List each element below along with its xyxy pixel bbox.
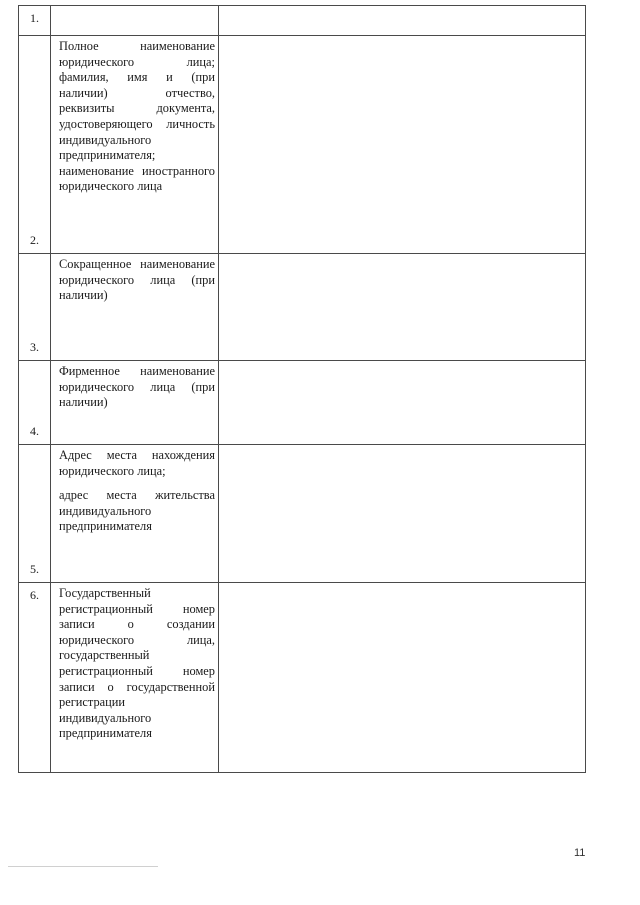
row-number-cell — [19, 583, 51, 773]
row-number: 1. — [30, 11, 39, 25]
field-label: Фирменное наименование юридического лица (при наличии) — [59, 364, 215, 410]
row-number: 2. — [30, 233, 39, 247]
field-label-cell — [51, 254, 219, 361]
field-value-cell[interactable] — [219, 254, 586, 361]
row-number-cell — [19, 361, 51, 445]
row-number: 4. — [30, 424, 39, 438]
field-value-cell[interactable] — [219, 361, 586, 445]
field-label-cell — [51, 583, 219, 773]
company-details-table — [18, 5, 586, 773]
row-number-cell — [19, 36, 51, 254]
field-label: Полное наименование юридического лица; фамилия, имя и (при наличии) отчество, реквизиты документа, удостоверяющего личность индивидуального предпринимателя; наименование иностранного юридического лица — [59, 39, 215, 194]
row-number-cell — [19, 445, 51, 583]
row-number-cell — [19, 254, 51, 361]
field-label: адрес места жительства индивидуального предпринимателя — [59, 488, 215, 534]
field-value-cell[interactable] — [219, 445, 586, 583]
field-label-cell — [51, 361, 219, 445]
table-row — [19, 6, 586, 36]
field-label-cell — [51, 445, 219, 583]
page-number: 11 — [574, 847, 586, 859]
table-row — [19, 254, 586, 361]
field-value-cell[interactable] — [219, 6, 586, 36]
table-row — [19, 36, 586, 254]
field-label-cell — [51, 36, 219, 254]
field-label: Сокращенное наименование юридического лица (при наличии) — [59, 257, 215, 303]
table-row — [19, 445, 586, 583]
table-row — [19, 361, 586, 445]
row-number: 5. — [30, 562, 39, 576]
row-number: 6. — [30, 588, 39, 602]
table-row — [19, 583, 586, 773]
field-value-cell[interactable] — [219, 36, 586, 254]
row-number: 3. — [30, 340, 39, 354]
field-label: Адрес места нахождения юридического лица; — [59, 448, 215, 478]
footer-divider — [8, 866, 158, 867]
field-label: Государственный регистрационный номер записи о создании юридического лица, государственный регистрационный номер записи о государственной регистрации индивидуального предпринимателя — [59, 586, 215, 741]
field-value-cell[interactable] — [219, 583, 586, 773]
field-label-cell — [51, 6, 219, 36]
row-number-cell — [19, 6, 51, 36]
